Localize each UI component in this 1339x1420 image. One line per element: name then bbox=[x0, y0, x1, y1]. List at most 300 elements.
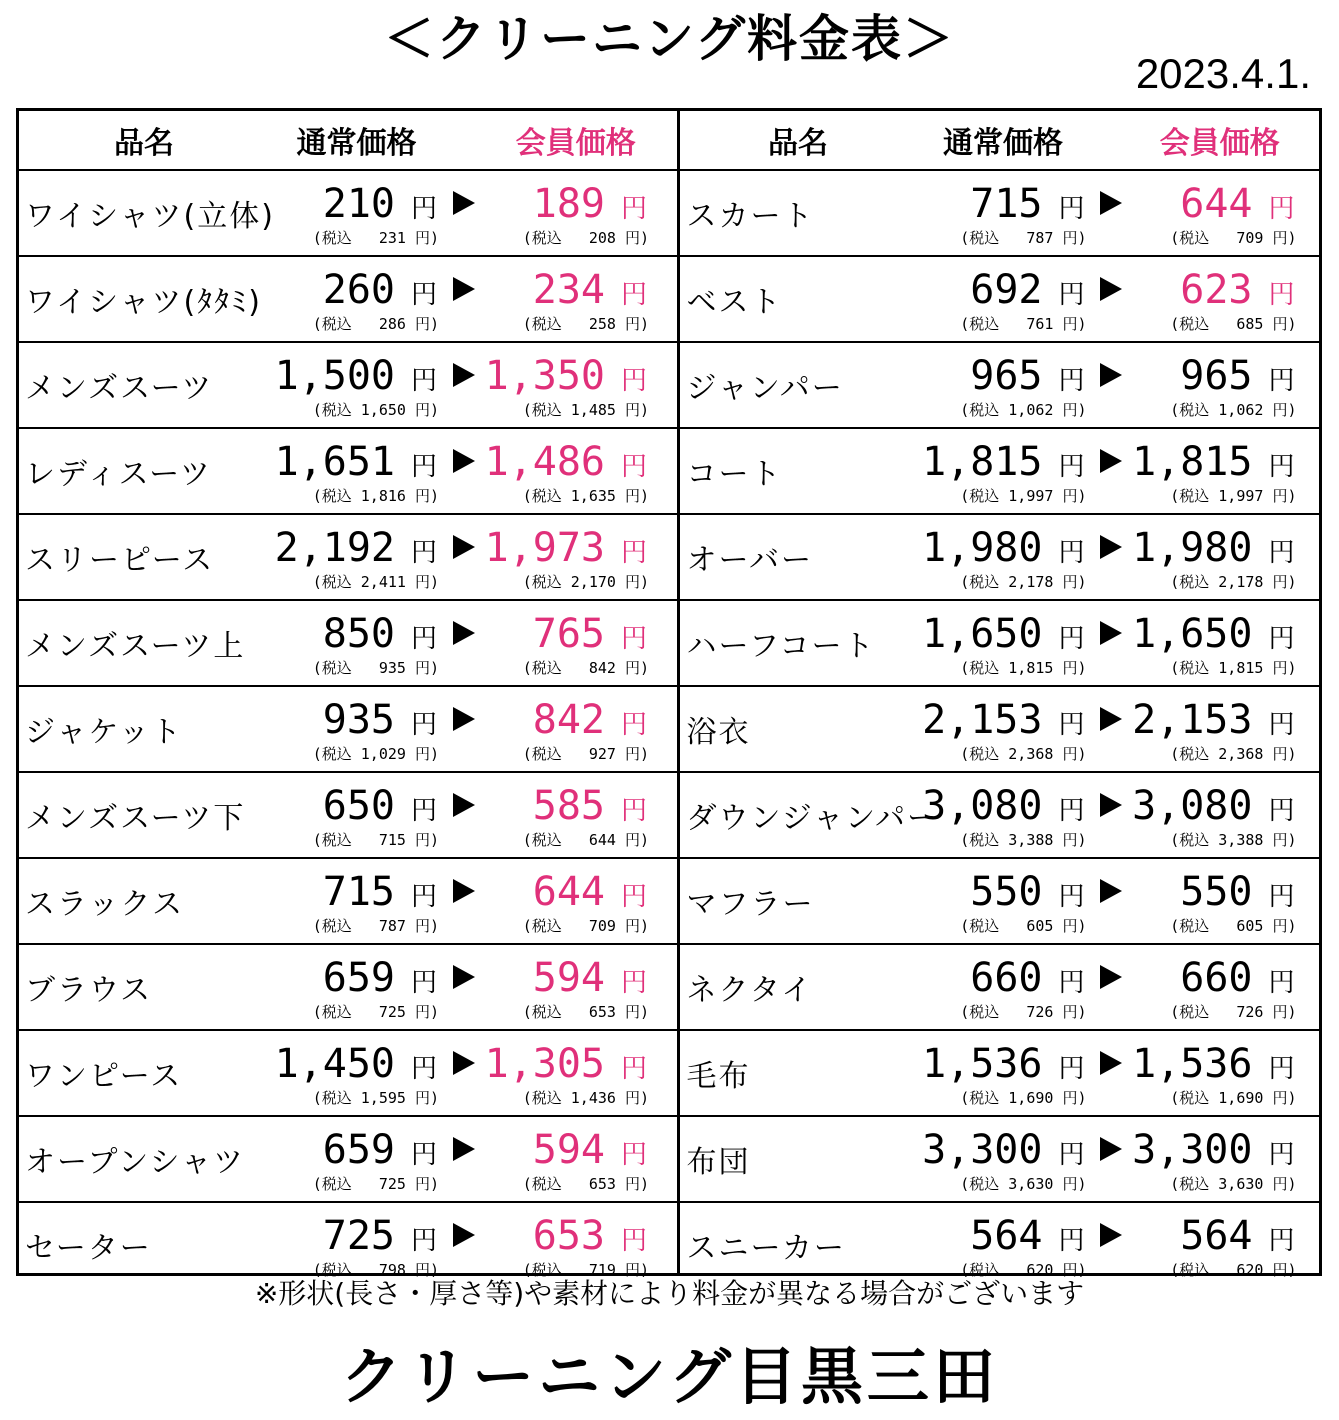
regular-price bbox=[271, 429, 439, 513]
item-name: ワイシャツ(立体) bbox=[25, 199, 275, 234]
regular-price-amount: 1,815 bbox=[922, 439, 1043, 485]
arrow-right-icon bbox=[439, 171, 481, 255]
arrow-right-icon bbox=[439, 343, 481, 427]
yen-unit: 円 bbox=[1058, 452, 1085, 482]
member-price-tax-included: (税込 208 円) bbox=[522, 229, 649, 247]
member-price-tax-included: (税込 1,062 円) bbox=[1170, 401, 1297, 419]
arrow-right-icon bbox=[1086, 171, 1128, 255]
member-price bbox=[481, 945, 649, 1029]
member-price bbox=[481, 1031, 649, 1115]
regular-price-tax-included: (税込 1,997 円) bbox=[960, 487, 1087, 505]
item-name: ダウンジャンパー bbox=[686, 801, 940, 836]
member-price-tax-included: (税込 3,630 円) bbox=[1170, 1175, 1297, 1193]
yen-unit: 円 bbox=[620, 882, 647, 912]
regular-price-tax-included: (税込 2,411 円) bbox=[312, 573, 439, 591]
regular-price bbox=[918, 859, 1086, 943]
regular-price-amount: 564 bbox=[970, 1213, 1043, 1259]
member-price-amount: 1,486 bbox=[484, 439, 605, 485]
yen-unit: 円 bbox=[1268, 710, 1295, 740]
regular-price-tax-included: (税込 1,595 円) bbox=[312, 1089, 439, 1107]
table-row bbox=[680, 429, 1319, 515]
yen-unit: 円 bbox=[1058, 968, 1085, 998]
regular-price-tax-included: (税込 726 円) bbox=[960, 1003, 1087, 1021]
yen-unit: 円 bbox=[1268, 1140, 1295, 1170]
member-price-tax-included: (税込 605 円) bbox=[1170, 917, 1297, 935]
member-price-amount: 594 bbox=[532, 955, 605, 1001]
table-row bbox=[19, 773, 677, 859]
arrow-right-icon bbox=[439, 1203, 481, 1287]
regular-price-tax-included: (税込 286 円) bbox=[312, 315, 439, 333]
regular-price-tax-included: (税込 3,388 円) bbox=[960, 831, 1087, 849]
item-name: スカート bbox=[686, 199, 815, 234]
yen-unit: 円 bbox=[1268, 796, 1295, 826]
member-price-tax-included: (税込 2,368 円) bbox=[1170, 745, 1297, 763]
member-price-amount: 653 bbox=[532, 1213, 605, 1259]
arrow-right-icon bbox=[1086, 343, 1128, 427]
regular-price bbox=[918, 429, 1086, 513]
member-price bbox=[1128, 515, 1296, 599]
item-name: ネクタイ bbox=[686, 973, 814, 1008]
yen-unit: 円 bbox=[1058, 538, 1085, 568]
regular-price bbox=[271, 1117, 439, 1201]
effective-date: 2023.4.1. bbox=[1135, 50, 1311, 97]
regular-price-amount: 3,080 bbox=[922, 783, 1043, 829]
member-price-tax-included: (税込 1,815 円) bbox=[1170, 659, 1297, 677]
member-price-amount: 965 bbox=[1180, 353, 1253, 399]
table-row bbox=[680, 515, 1319, 601]
member-price-tax-included: (税込 709 円) bbox=[522, 917, 649, 935]
member-price-tax-included: (税込 685 円) bbox=[1170, 315, 1297, 333]
header-regular-price: 通常価格 bbox=[296, 126, 417, 161]
arrow-right-icon bbox=[1086, 1031, 1128, 1115]
regular-price bbox=[918, 773, 1086, 857]
table-header bbox=[19, 111, 677, 171]
yen-unit: 円 bbox=[1058, 1140, 1085, 1170]
item-name: セーター bbox=[25, 1231, 152, 1266]
yen-unit: 円 bbox=[410, 1226, 437, 1256]
regular-price bbox=[271, 945, 439, 1029]
yen-unit: 円 bbox=[1058, 796, 1085, 826]
arrow-right-icon bbox=[1086, 1117, 1128, 1201]
yen-unit: 円 bbox=[620, 1226, 647, 1256]
item-name: スラックス bbox=[25, 887, 185, 922]
member-price-tax-included: (税込 2,178 円) bbox=[1170, 573, 1297, 591]
yen-unit: 円 bbox=[410, 538, 437, 568]
regular-price bbox=[918, 601, 1086, 685]
arrow-right-icon bbox=[439, 687, 481, 771]
table-row bbox=[680, 687, 1319, 773]
yen-unit: 円 bbox=[410, 624, 437, 654]
regular-price-amount: 260 bbox=[322, 267, 395, 313]
arrow-right-icon bbox=[1086, 945, 1128, 1029]
yen-unit: 円 bbox=[410, 1054, 437, 1084]
regular-price-tax-included: (税込 935 円) bbox=[312, 659, 439, 677]
header-member-price: 会員価格 bbox=[1159, 126, 1280, 161]
item-name: スリーピース bbox=[25, 543, 215, 578]
member-price-amount: 644 bbox=[532, 869, 605, 915]
member-price bbox=[1128, 687, 1296, 771]
regular-price-amount: 660 bbox=[970, 955, 1043, 1001]
member-price-tax-included: (税込 1,436 円) bbox=[522, 1089, 649, 1107]
yen-unit: 円 bbox=[410, 280, 437, 310]
regular-price bbox=[271, 343, 439, 427]
item-name: メンズスーツ bbox=[25, 371, 214, 406]
price-table-right bbox=[677, 111, 1319, 1279]
arrow-right-icon bbox=[439, 859, 481, 943]
regular-price-amount: 1,650 bbox=[922, 611, 1043, 657]
yen-unit: 円 bbox=[410, 366, 437, 396]
item-name: ベスト bbox=[686, 285, 783, 320]
table-row bbox=[680, 343, 1319, 429]
regular-price bbox=[918, 1203, 1086, 1287]
table-row bbox=[19, 859, 677, 945]
member-price-amount: 2,153 bbox=[1132, 697, 1253, 743]
arrow-right-icon bbox=[1086, 773, 1128, 857]
arrow-right-icon bbox=[439, 945, 481, 1029]
regular-price bbox=[271, 257, 439, 341]
yen-unit: 円 bbox=[620, 796, 647, 826]
regular-price bbox=[918, 343, 1086, 427]
item-name: ワイシャツ(ﾀﾀﾐ) bbox=[25, 285, 262, 320]
member-price-amount: 564 bbox=[1180, 1213, 1253, 1259]
regular-price-tax-included: (税込 1,062 円) bbox=[960, 401, 1087, 419]
member-price-amount: 1,650 bbox=[1132, 611, 1253, 657]
member-price-amount: 1,980 bbox=[1132, 525, 1253, 571]
item-name: ジャンパー bbox=[686, 371, 844, 406]
member-price-amount: 189 bbox=[532, 181, 605, 227]
arrow-right-icon bbox=[439, 773, 481, 857]
member-price bbox=[1128, 773, 1296, 857]
regular-price-amount: 2,153 bbox=[922, 697, 1043, 743]
table-row bbox=[19, 171, 677, 257]
regular-price bbox=[271, 1031, 439, 1115]
member-price bbox=[1128, 945, 1296, 1029]
table-row bbox=[680, 1117, 1319, 1203]
regular-price bbox=[271, 515, 439, 599]
table-row bbox=[19, 257, 677, 343]
item-name: オーバー bbox=[686, 543, 813, 578]
table-row bbox=[680, 859, 1319, 945]
regular-price-amount: 3,300 bbox=[922, 1127, 1043, 1173]
member-price bbox=[1128, 601, 1296, 685]
yen-unit: 円 bbox=[410, 882, 437, 912]
item-name: コート bbox=[686, 457, 783, 492]
regular-price-amount: 1,651 bbox=[274, 439, 395, 485]
left-rows bbox=[19, 171, 677, 1287]
yen-unit: 円 bbox=[1058, 280, 1085, 310]
regular-price bbox=[918, 945, 1086, 1029]
table-row bbox=[680, 1031, 1319, 1117]
member-price bbox=[481, 429, 649, 513]
yen-unit: 円 bbox=[620, 1054, 647, 1084]
table-header bbox=[680, 111, 1319, 171]
arrow-right-icon bbox=[1086, 601, 1128, 685]
regular-price-tax-included: (税込 725 円) bbox=[312, 1003, 439, 1021]
member-price-tax-included: (税込 620 円) bbox=[1170, 1261, 1297, 1279]
member-price bbox=[481, 1203, 649, 1287]
page-title: ＜クリーニング料金表＞ bbox=[384, 10, 955, 68]
arrow-right-icon bbox=[439, 1031, 481, 1115]
regular-price-amount: 659 bbox=[322, 1127, 395, 1173]
yen-unit: 円 bbox=[1058, 1054, 1085, 1084]
arrow-right-icon bbox=[439, 1117, 481, 1201]
regular-price-tax-included: (税込 1,816 円) bbox=[312, 487, 439, 505]
yen-unit: 円 bbox=[1058, 624, 1085, 654]
price-note: ※形状(長さ・厚さ等)や素材により料金が異なる場合がございます bbox=[254, 1277, 1085, 1310]
yen-unit: 円 bbox=[410, 710, 437, 740]
regular-price-amount: 210 bbox=[322, 181, 395, 227]
member-price-tax-included: (税込 709 円) bbox=[1170, 229, 1297, 247]
arrow-right-icon bbox=[1086, 429, 1128, 513]
regular-price-tax-included: (税込 605 円) bbox=[960, 917, 1087, 935]
item-name: ブラウス bbox=[25, 973, 153, 1008]
regular-price-amount: 1,980 bbox=[922, 525, 1043, 571]
regular-price-tax-included: (税込 715 円) bbox=[312, 831, 439, 849]
header-regular-price: 通常価格 bbox=[942, 126, 1063, 161]
yen-unit: 円 bbox=[620, 710, 647, 740]
yen-unit: 円 bbox=[620, 452, 647, 482]
yen-unit: 円 bbox=[620, 280, 647, 310]
header-item-name: 品名 bbox=[114, 126, 174, 161]
regular-price bbox=[918, 687, 1086, 771]
member-price bbox=[481, 171, 649, 255]
member-price bbox=[1128, 1203, 1296, 1287]
regular-price bbox=[918, 171, 1086, 255]
regular-price-tax-included: (税込 1,815 円) bbox=[960, 659, 1087, 677]
regular-price-tax-included: (税込 787 円) bbox=[312, 917, 439, 935]
member-price-amount: 660 bbox=[1180, 955, 1253, 1001]
yen-unit: 円 bbox=[620, 538, 647, 568]
item-name: 布団 bbox=[686, 1145, 751, 1180]
price-table-left bbox=[19, 111, 677, 1279]
table-row bbox=[19, 343, 677, 429]
header-item-name: 品名 bbox=[767, 126, 828, 161]
right-rows bbox=[680, 171, 1319, 1287]
member-price-amount: 623 bbox=[1180, 267, 1253, 313]
regular-price-tax-included: (税込 620 円) bbox=[960, 1261, 1087, 1279]
yen-unit: 円 bbox=[1268, 1054, 1295, 1084]
arrow-right-icon bbox=[1086, 859, 1128, 943]
regular-price-amount: 715 bbox=[970, 181, 1043, 227]
regular-price-amount: 965 bbox=[970, 353, 1043, 399]
member-price-tax-included: (税込 653 円) bbox=[522, 1003, 649, 1021]
arrow-right-icon bbox=[1086, 1203, 1128, 1287]
member-price-amount: 550 bbox=[1180, 869, 1253, 915]
regular-price-amount: 850 bbox=[322, 611, 395, 657]
regular-price bbox=[918, 257, 1086, 341]
regular-price-amount: 715 bbox=[322, 869, 395, 915]
member-price bbox=[1128, 343, 1296, 427]
regular-price bbox=[271, 171, 439, 255]
member-price bbox=[481, 773, 649, 857]
regular-price bbox=[918, 515, 1086, 599]
item-name: ハーフコート bbox=[686, 629, 876, 664]
yen-unit: 円 bbox=[620, 1140, 647, 1170]
table-row bbox=[19, 1117, 677, 1203]
member-price-amount: 3,300 bbox=[1132, 1127, 1253, 1173]
member-price bbox=[1128, 859, 1296, 943]
member-price-tax-included: (税込 2,170 円) bbox=[522, 573, 649, 591]
member-price-tax-included: (税込 927 円) bbox=[522, 745, 649, 763]
member-price bbox=[1128, 1117, 1296, 1201]
member-price bbox=[481, 859, 649, 943]
arrow-right-icon bbox=[1086, 257, 1128, 341]
yen-unit: 円 bbox=[1058, 882, 1085, 912]
member-price-tax-included: (税込 842 円) bbox=[522, 659, 649, 677]
item-name: 毛布 bbox=[686, 1059, 751, 1094]
yen-unit: 円 bbox=[1058, 1226, 1085, 1256]
item-name: オープンシャツ bbox=[25, 1145, 245, 1180]
member-price-amount: 1,305 bbox=[484, 1041, 605, 1087]
shop-name: クリーニング目黒三田 bbox=[340, 1340, 999, 1413]
regular-price-tax-included: (税込 761 円) bbox=[960, 315, 1087, 333]
regular-price bbox=[271, 859, 439, 943]
yen-unit: 円 bbox=[620, 624, 647, 654]
regular-price-amount: 1,500 bbox=[274, 353, 395, 399]
regular-price bbox=[271, 687, 439, 771]
yen-unit: 円 bbox=[1268, 1226, 1295, 1256]
member-price-amount: 594 bbox=[532, 1127, 605, 1173]
item-name: ジャケット bbox=[25, 715, 183, 750]
member-price-amount: 1,350 bbox=[484, 353, 605, 399]
regular-price-amount: 935 bbox=[322, 697, 395, 743]
member-price bbox=[481, 515, 649, 599]
regular-price-tax-included: (税込 231 円) bbox=[312, 229, 439, 247]
member-price-tax-included: (税込 1,635 円) bbox=[522, 487, 649, 505]
member-price-amount: 234 bbox=[532, 267, 605, 313]
member-price-tax-included: (税込 1,485 円) bbox=[522, 401, 649, 419]
regular-price-amount: 692 bbox=[970, 267, 1043, 313]
regular-price-tax-included: (税込 1,690 円) bbox=[960, 1089, 1087, 1107]
regular-price-amount: 650 bbox=[322, 783, 395, 829]
yen-unit: 円 bbox=[410, 968, 437, 998]
item-name: 浴衣 bbox=[686, 715, 751, 750]
member-price bbox=[481, 257, 649, 341]
item-name: ワンピース bbox=[25, 1059, 183, 1094]
member-price-amount: 1,815 bbox=[1132, 439, 1253, 485]
yen-unit: 円 bbox=[620, 968, 647, 998]
arrow-right-icon bbox=[1086, 515, 1128, 599]
member-price-tax-included: (税込 644 円) bbox=[522, 831, 649, 849]
regular-price-amount: 1,450 bbox=[274, 1041, 395, 1087]
price-table bbox=[16, 108, 1322, 1279]
member-price bbox=[481, 1117, 649, 1201]
member-price bbox=[1128, 257, 1296, 341]
table-row bbox=[680, 171, 1319, 257]
arrow-right-icon bbox=[439, 515, 481, 599]
yen-unit: 円 bbox=[1268, 968, 1295, 998]
regular-price-tax-included: (税込 725 円) bbox=[312, 1175, 439, 1193]
regular-price-tax-included: (税込 1,650 円) bbox=[312, 401, 439, 419]
member-price-tax-included: (税込 719 円) bbox=[522, 1261, 649, 1279]
member-price-tax-included: (税込 258 円) bbox=[522, 315, 649, 333]
member-price-tax-included: (税込 1,997 円) bbox=[1170, 487, 1297, 505]
member-price-tax-included: (税込 1,690 円) bbox=[1170, 1089, 1297, 1107]
member-price bbox=[481, 687, 649, 771]
member-price bbox=[481, 343, 649, 427]
yen-unit: 円 bbox=[1268, 452, 1295, 482]
header-member-price: 会員価格 bbox=[515, 126, 636, 161]
yen-unit: 円 bbox=[410, 1140, 437, 1170]
regular-price-tax-included: (税込 3,630 円) bbox=[960, 1175, 1087, 1193]
yen-unit: 円 bbox=[620, 194, 647, 224]
item-name: メンズスーツ上 bbox=[25, 629, 246, 664]
item-name: レディスーツ bbox=[25, 457, 212, 492]
member-price-amount: 765 bbox=[532, 611, 605, 657]
table-row bbox=[19, 601, 677, 687]
regular-price-amount: 1,536 bbox=[922, 1041, 1043, 1087]
yen-unit: 円 bbox=[620, 366, 647, 396]
member-price-amount: 585 bbox=[532, 783, 605, 829]
table-row bbox=[680, 773, 1319, 859]
table-row bbox=[19, 515, 677, 601]
regular-price-tax-included: (税込 787 円) bbox=[960, 229, 1087, 247]
regular-price bbox=[271, 601, 439, 685]
member-price-tax-included: (税込 653 円) bbox=[522, 1175, 649, 1193]
table-row bbox=[19, 945, 677, 1031]
yen-unit: 円 bbox=[1268, 194, 1295, 224]
yen-unit: 円 bbox=[1268, 366, 1295, 396]
yen-unit: 円 bbox=[1268, 280, 1295, 310]
arrow-right-icon bbox=[439, 429, 481, 513]
yen-unit: 円 bbox=[1058, 194, 1085, 224]
table-row bbox=[19, 687, 677, 773]
table-row bbox=[680, 601, 1319, 687]
table-row bbox=[680, 1203, 1319, 1287]
yen-unit: 円 bbox=[1268, 882, 1295, 912]
table-row bbox=[19, 1203, 677, 1287]
regular-price bbox=[271, 773, 439, 857]
yen-unit: 円 bbox=[410, 194, 437, 224]
arrow-right-icon bbox=[439, 257, 481, 341]
item-name: メンズスーツ下 bbox=[25, 801, 246, 836]
arrow-right-icon bbox=[1086, 687, 1128, 771]
regular-price-amount: 659 bbox=[322, 955, 395, 1001]
regular-price bbox=[918, 1031, 1086, 1115]
member-price bbox=[1128, 429, 1296, 513]
yen-unit: 円 bbox=[1058, 710, 1085, 740]
regular-price-tax-included: (税込 798 円) bbox=[312, 1261, 439, 1279]
member-price-tax-included: (税込 3,388 円) bbox=[1170, 831, 1297, 849]
item-name: スニーカー bbox=[686, 1231, 846, 1266]
regular-price-amount: 550 bbox=[970, 869, 1043, 915]
member-price bbox=[481, 601, 649, 685]
member-price bbox=[1128, 171, 1296, 255]
regular-price-tax-included: (税込 2,178 円) bbox=[960, 573, 1087, 591]
item-name: マフラー bbox=[686, 887, 815, 922]
yen-unit: 円 bbox=[410, 796, 437, 826]
member-price bbox=[1128, 1031, 1296, 1115]
member-price-amount: 1,536 bbox=[1132, 1041, 1253, 1087]
yen-unit: 円 bbox=[1058, 366, 1085, 396]
member-price-tax-included: (税込 726 円) bbox=[1170, 1003, 1297, 1021]
regular-price-tax-included: (税込 1,029 円) bbox=[312, 745, 439, 763]
yen-unit: 円 bbox=[1268, 624, 1295, 654]
yen-unit: 円 bbox=[1268, 538, 1295, 568]
table-row bbox=[680, 257, 1319, 343]
regular-price-amount: 725 bbox=[322, 1213, 395, 1259]
table-row bbox=[680, 945, 1319, 1031]
arrow-right-icon bbox=[439, 601, 481, 685]
regular-price bbox=[918, 1117, 1086, 1201]
member-price-amount: 1,973 bbox=[484, 525, 605, 571]
member-price-amount: 3,080 bbox=[1132, 783, 1253, 829]
table-row bbox=[19, 429, 677, 515]
member-price-amount: 644 bbox=[1180, 181, 1253, 227]
table-row bbox=[19, 1031, 677, 1117]
member-price-amount: 842 bbox=[532, 697, 605, 743]
yen-unit: 円 bbox=[410, 452, 437, 482]
